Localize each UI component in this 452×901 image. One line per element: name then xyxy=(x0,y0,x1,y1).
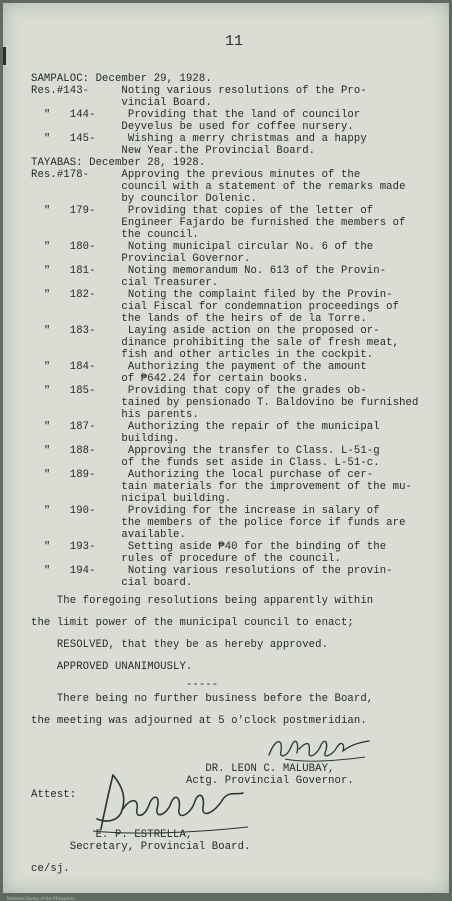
document-line: the members of the police force if funds are xyxy=(31,517,406,529)
document-line: Secretary, Provincial Board. xyxy=(31,841,251,853)
document-line: " 183- Laying aside action on the proposed or- xyxy=(31,325,380,337)
document-line: building. xyxy=(31,433,180,445)
governor-signature xyxy=(265,729,375,769)
document-line: TAYABAS: December 28, 1928. xyxy=(31,157,206,169)
document-line: The foregoing resolutions being apparently within xyxy=(31,595,374,607)
document-line: Actg. Provincial Governor. xyxy=(31,775,354,787)
document-line: " 188- Approving the transfer to Class. L-51-g xyxy=(31,445,380,457)
document-line: fish and other articles in the cockpit. xyxy=(31,349,374,361)
document-line: Engineer Fajardo be furnished the members of xyxy=(31,217,406,229)
document-line: Res.#143- Noting various resolutions of the Pro- xyxy=(31,85,367,97)
document-line: Res.#178- Approving the previous minutes of the xyxy=(31,169,361,181)
document-line: of the funds set aside in Class. L-51-c. xyxy=(31,457,380,469)
document-line: " 193- Setting aside ₱40 for the binding of the xyxy=(31,541,387,553)
document-line: SAMPALOC: December 29, 1928. xyxy=(31,73,212,85)
document-page xyxy=(3,3,449,901)
document-line: available. xyxy=(31,529,186,541)
document-line: by councilor Dolenic. xyxy=(31,193,258,205)
document-line: the lands of the heirs of de la Torre. xyxy=(31,313,367,325)
document-line: of ₱642.24 for certain books. xyxy=(31,373,309,385)
secretary-signature xyxy=(83,769,253,839)
document-line: " 187- Authorizing the repair of the municipal xyxy=(31,421,380,433)
document-line: APPROVED UNANIMOUSLY. xyxy=(31,661,193,673)
document-line: " 145- Wishing a merry christmas and a happy xyxy=(31,133,367,145)
document-line: " 181- Noting memorandum No. 613 of the Provin- xyxy=(31,265,387,277)
document-line: Deyvelus be used for coffee nursery. xyxy=(31,121,354,133)
document-line: RESOLVED, that they be as hereby approved. xyxy=(31,639,329,651)
document-line: New Year.the Provincial Board. xyxy=(31,145,316,157)
document-line: dinance prohibiting the sale of fresh meat, xyxy=(31,337,400,349)
document-line: " 194- Noting various resolutions of the provin- xyxy=(31,565,393,577)
document-line: There being no further business before the Board, xyxy=(31,693,374,705)
document-line: " 144- Providing that the land of councilor xyxy=(31,109,361,121)
document-line: cial board. xyxy=(31,577,193,589)
document-line: rules of procedure of the council. xyxy=(31,553,341,565)
document-line: the meeting was adjourned at 5 o'clock postmeridian. xyxy=(31,715,367,727)
document-line: the limit power of the municipal council to enact; xyxy=(31,617,354,629)
document-line: E. P. ESTRELLA, xyxy=(31,829,193,841)
document-line: tained by pensionado T. Baldovino be furnished xyxy=(31,397,419,409)
document-line: nicipal building. xyxy=(31,493,232,505)
document-line: " 185- Providing that copy of the grades ob- xyxy=(31,385,367,397)
document-line: " 190- Providing for the increase in salary of xyxy=(31,505,380,517)
document-line: " 189- Authorizing the local purchase of cer- xyxy=(31,469,374,481)
document-line: vincial Board. xyxy=(31,97,212,109)
document-line: " 180- Noting municipal circular No. 6 of the xyxy=(31,241,374,253)
page-number: 11 xyxy=(225,33,244,50)
document-line: his parents. xyxy=(31,409,199,421)
document-line: ce/sj. xyxy=(31,863,70,875)
document-line: " 184- Authorizing the payment of the amount xyxy=(31,361,367,373)
document-line: council with a statement of the remarks made xyxy=(31,181,406,193)
document-line: Provincial Governor. xyxy=(31,253,251,265)
scan-footer: National Library of the Philippines xyxy=(7,896,75,901)
document-line: tain materials for the improvement of the mu- xyxy=(31,481,412,493)
document-line: Attest: xyxy=(31,789,77,801)
document-line: cial Fiscal for condemnation proceedings of xyxy=(31,301,400,313)
document-line: cial Treasurer. xyxy=(31,277,219,289)
document-line: DR. LEON C. MALUBAY, xyxy=(31,763,335,775)
margin-mark xyxy=(3,47,6,65)
document-line: ----- xyxy=(31,679,219,691)
document-line: " 182- Noting the complaint filed by the Provin- xyxy=(31,289,393,301)
document-line: " 179- Providing that copies of the letter of xyxy=(31,205,374,217)
document-line: the council. xyxy=(31,229,199,241)
